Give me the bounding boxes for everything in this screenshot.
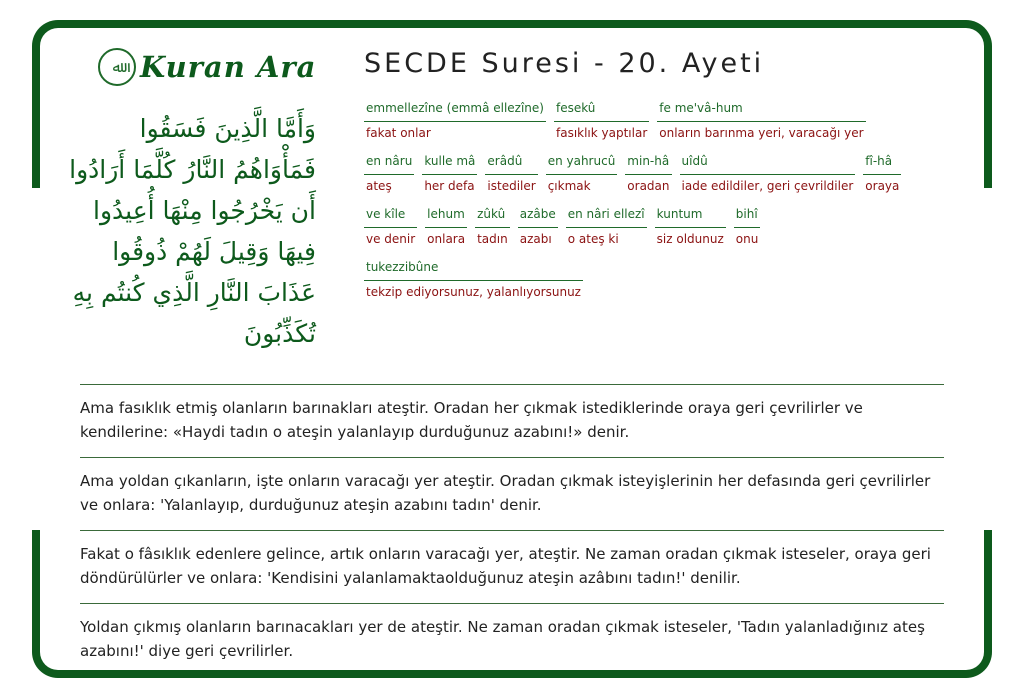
logo-text: Kuran Ara [140, 50, 317, 84]
word-transliteration: kulle mâ [422, 154, 477, 175]
word-item[interactable] [475, 207, 510, 246]
word-item[interactable] [425, 207, 467, 246]
word-row [364, 101, 944, 140]
arabic-verse-line: فَمَأْوَاهُمُ النَّارُ كُلَّمَا أَرَادُوا [69, 155, 316, 184]
word-meaning: onu [735, 232, 759, 246]
word-row [364, 154, 944, 193]
word-by-word-meanings [364, 101, 944, 313]
word-meaning: onların barınma yeri, varacağı yer [659, 126, 864, 140]
word-item[interactable] [364, 154, 414, 193]
arabic-verse-line: فِيهَا وَقِيلَ لَهُمْ ذُوقُوا [112, 237, 316, 266]
word-item[interactable] [863, 154, 901, 193]
arabic-verse-line: وَأَمَّا الَّذِينَ فَسَقُوا [139, 114, 316, 143]
word-transliteration: kuntum [655, 207, 726, 228]
word-transliteration: en yahrucû [546, 154, 618, 175]
word-transliteration: emmellezîne (emmâ ellezîne) [364, 101, 546, 122]
page-title: SECDE Suresi - 20. Ayeti [364, 48, 765, 79]
arabic-verse [56, 108, 316, 354]
word-meaning: iade edildiler, geri çevrildiler [681, 179, 854, 193]
word-transliteration: fesekû [554, 101, 649, 122]
word-meaning: ateş [366, 179, 392, 193]
word-meaning: o ateş ki [567, 232, 619, 246]
word-item[interactable] [566, 207, 647, 246]
arabic-verse-line: تُكَذِّبُونَ [243, 319, 316, 348]
word-row [364, 260, 944, 299]
word-item[interactable] [680, 154, 856, 193]
word-transliteration: ve kîle [364, 207, 417, 228]
word-item[interactable] [422, 154, 477, 193]
quran-emblem-icon: ﷲ [98, 48, 136, 86]
word-item[interactable] [364, 207, 417, 246]
arabic-verse-line: أَن يَخْرُجُوا مِنْهَا أُعِيدُوا [93, 196, 316, 225]
site-logo[interactable] [98, 46, 316, 88]
word-meaning: oraya [865, 179, 900, 193]
translation-list [80, 384, 944, 676]
word-meaning: fakat onlar [366, 126, 431, 140]
translation-item: Ama fasıklık etmiş olanların barınakları ateştir. Oradan her çıkmak istediklerinde oraya geri çevrilirler ve kendilerine: «Haydi tadın o ateşin yalanlayıp durduğunuz azabını!» denir. [80, 384, 944, 457]
word-meaning: oradan [627, 179, 670, 193]
word-transliteration: fe me'vâ-hum [657, 101, 865, 122]
translation-item: Ama yoldan çıkanların, işte onların varacağı yer ateştir. Oradan çıkmak isteyişlerinin her defasında geri çevrilirler ve onlara: 'Yalanlayıp, durduğunuz ateşin azabını tadın' denir. [80, 457, 944, 530]
word-item[interactable] [625, 154, 671, 193]
word-meaning: azabı [519, 232, 552, 246]
word-transliteration: bihî [734, 207, 761, 228]
word-transliteration: en nâri ellezî [566, 207, 647, 228]
word-item[interactable] [364, 260, 583, 299]
word-transliteration: tukezzibûne [364, 260, 583, 281]
word-item[interactable] [655, 207, 726, 246]
word-transliteration: uîdû [680, 154, 856, 175]
word-meaning: tadın [477, 232, 508, 246]
word-transliteration: en nâru [364, 154, 414, 175]
word-item[interactable] [546, 154, 618, 193]
word-transliteration: zûkû [475, 207, 510, 228]
word-transliteration: min-hâ [625, 154, 671, 175]
word-transliteration: fî-hâ [863, 154, 901, 175]
word-transliteration: azâbe [518, 207, 558, 228]
word-item[interactable] [554, 101, 649, 140]
word-meaning: istediler [487, 179, 536, 193]
word-meaning: siz oldunuz [656, 232, 724, 246]
arabic-verse-line: عَذَابَ النَّارِ الَّذِي كُنتُم بِهِ [72, 278, 316, 307]
translation-item: Fakat o fâsıklık edenlere gelince, artık onların varacağı yer, ateştir. Ne zaman oradan çıkmak isteseler, oraya geri döndürülürler ve onlara: 'Kendisini yalanlamaktaolduğunuz ateşin azâbını tadın!' denilir. [80, 530, 944, 603]
word-item[interactable] [657, 101, 865, 140]
word-meaning: ve denir [366, 232, 416, 246]
word-transliteration: lehum [425, 207, 467, 228]
word-item[interactable] [485, 154, 537, 193]
word-meaning: her defa [424, 179, 475, 193]
word-meaning: çıkmak [547, 179, 591, 193]
word-item[interactable] [734, 207, 761, 246]
word-item[interactable] [364, 101, 546, 140]
word-meaning: tekzip ediyorsunuz, yalanlıyorsunuz [366, 285, 581, 299]
word-meaning: fasıklık yaptılar [555, 126, 648, 140]
word-item[interactable] [518, 207, 558, 246]
word-row [364, 207, 944, 246]
word-transliteration: erâdû [485, 154, 537, 175]
word-meaning: onlara [427, 232, 466, 246]
translation-item: Yoldan çıkmış olanların barınacakları yer de ateştir. Ne zaman oradan çıkmak isteseler, 'Tadın yalanladığınız ateş azabını!' diye geri çevrilirler. [80, 603, 944, 676]
